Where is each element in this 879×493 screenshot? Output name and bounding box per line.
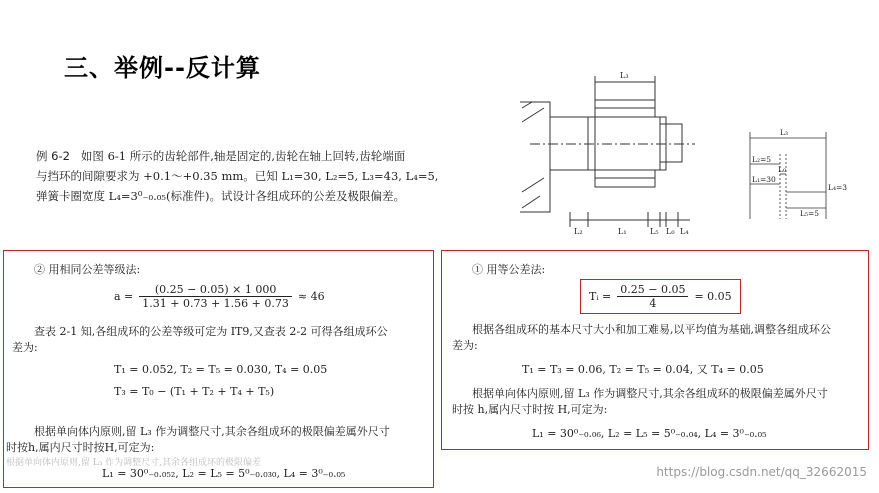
ti-denominator: 4 bbox=[649, 297, 657, 310]
label-l2: L₂ bbox=[574, 227, 583, 236]
a-denominator: 1.31 + 0.73 + 1.56 + 0.73 bbox=[142, 297, 289, 310]
right-para1-line2: 差为: bbox=[452, 339, 478, 352]
a-numerator: (0.25 − 0.05) × 1 000 bbox=[139, 283, 292, 297]
left-eq2: T₃ = T₀ − (T₁ + T₂ + T₄ + T₅) bbox=[114, 385, 275, 398]
dim-label-l4: L₄=3 bbox=[828, 183, 848, 192]
dim-label-l2: L₂=5 bbox=[752, 155, 772, 164]
dim-label-l0: L₀ bbox=[778, 165, 786, 174]
ti-formula bbox=[580, 279, 741, 314]
ti-numerator: 0.25 − 0.05 bbox=[617, 283, 688, 297]
same-tolerance-grade-panel bbox=[3, 250, 434, 488]
right-para2-line2: 时按 h,属内尺寸时按 H,可定为: bbox=[452, 403, 608, 416]
left-eq1: T₁ = 0.052, T₂ = T₅ = 0.030, T₄ = 0.05 bbox=[114, 363, 328, 376]
example-line-1: 例 6-2 如图 6-1 所示的齿轮部件,轴是固定的,齿轮在轴上回转,齿轮端面 bbox=[36, 149, 406, 163]
example-line-3: 弹簧卡圈宽度 L₄=3⁰₋₀.₀₅(标准件)。试设计各组成环的公差及极限偏差。 bbox=[36, 189, 405, 203]
right-para2-line1: 根据单向体内原则,留 L₃ 作为调整尺寸,其余各组成环的极限偏差属外尺寸 bbox=[472, 387, 828, 400]
dim-label-l3: L₃ bbox=[780, 128, 788, 137]
label-l4: L₄ bbox=[680, 227, 689, 236]
slide-title: 三、举例--反计算 bbox=[64, 54, 261, 82]
left-para1-line1: 查表 2-1 知,各组成环的公差等级可定为 IT9,又查表 2-2 可得各组成环公 bbox=[34, 325, 388, 338]
left-eq3: L₁ = 30⁰₋₀.₀₅₂, L₂ = L₅ = 5⁰₋₀.₀₃₀, L₄ = 3⁰₋₀.₀₅ bbox=[102, 467, 346, 480]
dim-label-l1: L₁=30 bbox=[752, 175, 776, 184]
left-para1-line2: 差为: bbox=[12, 341, 38, 354]
gear-assembly-diagram bbox=[510, 62, 710, 242]
right-eq1: T₁ = T₃ = 0.06, T₂ = T₅ = 0.04, 又 T₄ = 0.05 bbox=[522, 363, 764, 376]
dim-label-l5: L₅=5 bbox=[800, 209, 820, 218]
right-para1-line1: 根据各组成环的基本尺寸大小和加工难易,以平均值为基础,调整各组成环公 bbox=[472, 323, 831, 336]
left-para2-line1: 根据单向体内原则,留 L₃ 作为调整尺寸,其余各组成环的极限偏差属外尺寸 bbox=[34, 425, 390, 438]
example-line-2: 与挡环的间隙要求为 +0.1～+0.35 mm。已知 L₁=30, L₂=5, L₃=43, L₄=5, bbox=[36, 169, 439, 183]
example-label: 例 6-2 bbox=[36, 149, 70, 163]
right-eq2: L₁ = 30⁰₋₀.₀₆, L₂ = L₅ = 5⁰₋₀.₀₄, L₄ = 3⁰₋₀.₀₅ bbox=[532, 427, 767, 440]
label-l0: L₀ bbox=[666, 227, 675, 236]
label-l3: L₃ bbox=[620, 71, 629, 80]
example-text bbox=[36, 146, 466, 206]
label-l5: L₅ bbox=[650, 227, 659, 236]
left-panel-heading: ② 用相同公差等级法: bbox=[34, 263, 141, 276]
a-formula: a = $\frac{(0.25 - 0.05) \times 1 000}{1.31 + 0.73 + 1.56 + 0.73}$ ≈ 46 bbox=[114, 283, 325, 310]
dimension-chain-diagram bbox=[740, 124, 860, 224]
right-panel-heading: ① 用等公差法: bbox=[472, 263, 546, 276]
equal-tolerance-panel bbox=[441, 250, 869, 450]
left-faded-line: 根据单向体内原则,留 L₃ 作为调整尺寸,其余各组成环的极限偏差 bbox=[6, 458, 262, 468]
watermark: https://blog.csdn.net/qq_32662015 bbox=[656, 465, 867, 479]
left-para2-line2: 时按h,属内尺寸时按H,可定为: bbox=[6, 441, 155, 454]
ti-formula-box: Tᵢ = $\frac{0.25 - 0.05}{4}$ = 0.05 bbox=[580, 279, 741, 314]
label-l1: L₁ bbox=[618, 227, 627, 236]
